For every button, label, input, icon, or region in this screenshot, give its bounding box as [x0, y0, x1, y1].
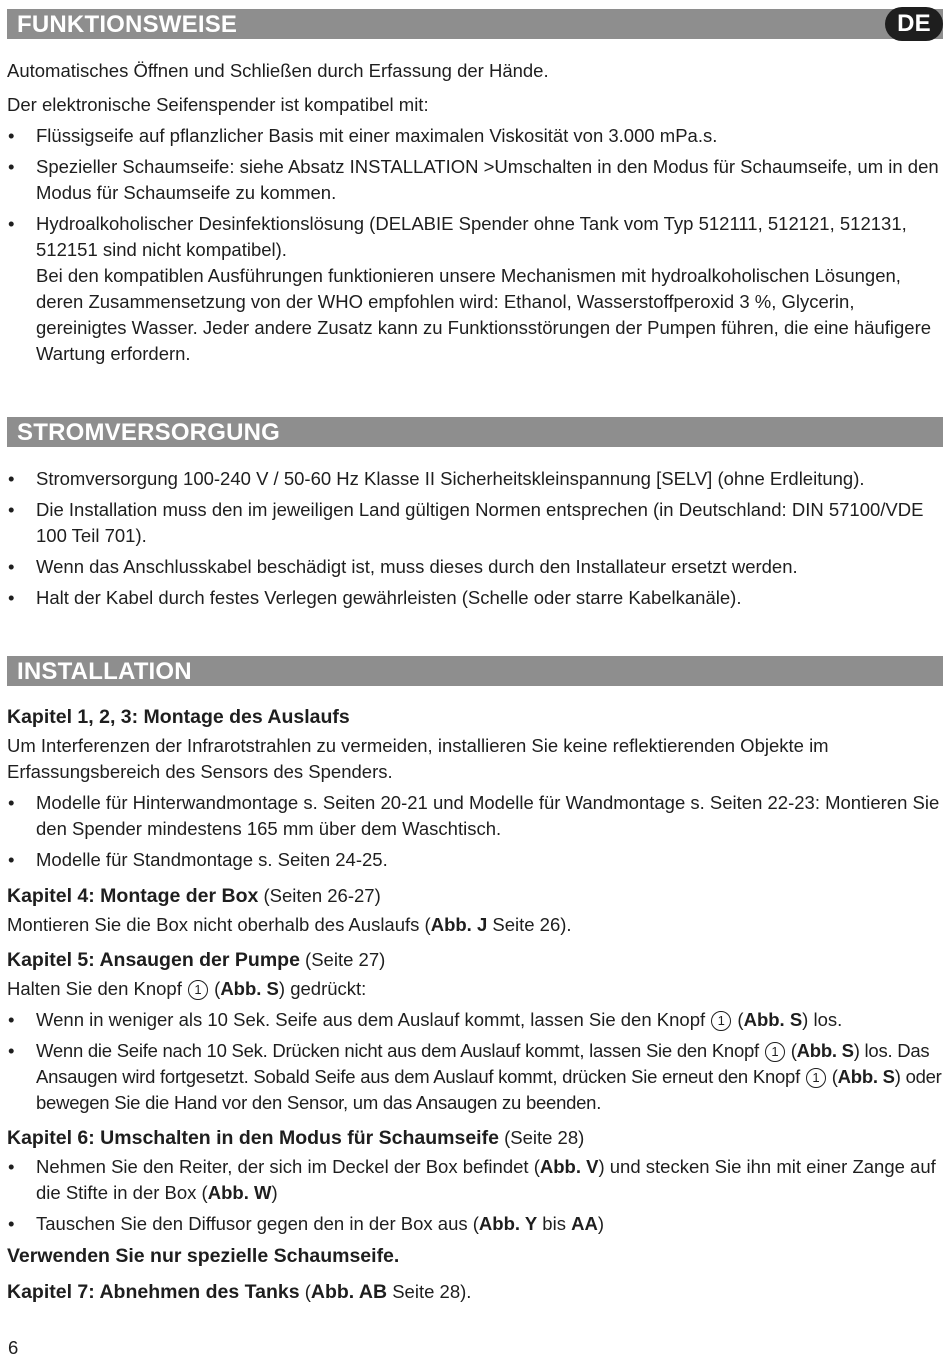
chapter-heading — [7, 1278, 943, 1306]
section-title: STROMVERSORGUNG — [17, 419, 281, 446]
text: Seite 28). — [387, 1281, 472, 1302]
section-header-installation — [7, 656, 943, 686]
knob-number-icon: 1 — [711, 1011, 731, 1031]
chapter-heading-text: Kapitel 6: Umschalten in den Modus für Schaumseife — [7, 1127, 499, 1149]
bullet-list — [7, 790, 943, 873]
page-number: 6 — [8, 1337, 19, 1358]
text: Wenn in weniger als 10 Sek. Seife aus dem Auslauf kommt, lassen Sie den Knopf — [36, 1009, 711, 1030]
figure-reference: Abb. AB — [310, 1281, 388, 1303]
text: ) los. — [802, 1009, 843, 1030]
list-item: • Die Installation muss den im jeweiligen Land gültigen Normen entsprechen (in Deutschland: DIN 57100/VDE 100 Teil 701). — [7, 497, 943, 549]
figure-reference: Abb. S — [220, 978, 279, 999]
list-item — [7, 1038, 943, 1116]
paragraph: Der elektronische Seifenspender ist kompatibel mit: — [7, 94, 429, 115]
figure-reference: Abb. S — [796, 1040, 854, 1061]
text: bis — [537, 1213, 572, 1234]
chapter-heading: Kapitel 1, 2, 3: Montage des Auslaufs — [7, 706, 350, 728]
chapter-heading-text: Kapitel 5: Ansaugen der Pumpe — [7, 949, 300, 971]
chapter-page-ref: (Seite 27) — [299, 949, 386, 970]
text: ( — [299, 1281, 311, 1302]
text: ( — [732, 1009, 744, 1030]
figure-reference: Abb. V — [539, 1156, 599, 1177]
figure-reference: Abb. S — [837, 1066, 895, 1087]
text: ( — [785, 1040, 797, 1061]
list-item: • Wenn das Anschlusskabel beschädigt ist, muss dieses durch den Installateur ersetzt werden. — [7, 554, 943, 580]
section-header-stromversorgung — [7, 417, 943, 447]
figure-reference: Abb. Y — [478, 1213, 538, 1234]
list-item-text: Hydroalkoholischer Desinfektionslösung (DELABIE Spender ohne Tank vom Typ 512111, 512121, 512131, 512151 sind nicht kompatibel). — [36, 213, 907, 260]
text: Montieren Sie die Box nicht oberhalb des Auslaufs ( — [7, 914, 431, 935]
text: ) gedrückt: — [278, 978, 367, 999]
chapter-heading-text: Kapitel 7: Abnehmen des Tanks — [7, 1281, 300, 1303]
list-item — [7, 1007, 943, 1033]
figure-reference: Abb. W — [207, 1182, 272, 1203]
section-title: FUNKTIONSWEISE — [17, 11, 238, 38]
paragraph: Automatisches Öffnen und Schließen durch Erfassung der Hände. — [7, 60, 549, 81]
paragraph: Um Interferenzen der Infrarotstrahlen zu vermeiden, installieren Sie keine reflektierenden Objekte im Erfassungsbereich des Sensors des Spenders. — [7, 735, 829, 782]
chapter-page-ref: (Seite 28) — [498, 1127, 585, 1148]
knob-number-icon: 1 — [765, 1042, 785, 1062]
bullet-list — [7, 466, 943, 611]
section-title: INSTALLATION — [17, 658, 192, 685]
figure-reference: AA — [571, 1213, 598, 1234]
list-item: • Flüssigseife auf pflanzlicher Basis mit einer maximalen Viskosität von 3.000 mPa.s. — [7, 123, 943, 149]
bullet-list — [7, 1007, 943, 1116]
knob-number-icon: 1 — [188, 980, 208, 1000]
figure-reference: Abb. J — [430, 914, 488, 935]
chapter-heading — [7, 1124, 943, 1152]
list-item — [7, 211, 943, 367]
chapter-heading-text: Kapitel 4: Montage der Box — [7, 885, 259, 907]
list-item — [7, 1211, 943, 1237]
language-badge: DE — [885, 7, 943, 41]
text: ( — [826, 1066, 838, 1087]
list-item-continuation: Bei den kompatiblen Ausführungen funktionieren unsere Mechanismen mit hydroalkoholischen Lösungen, deren Zusammensetzung von der WHO empfohlen wird: Ethanol, Wasserstoffperoxid 3 %, Glycerin, gereinigtes Wasser. Jeder andere Zusatz kann zu Funktionsstörungen der Pumpen führen, die eine häufigere Wartung erfordern. — [36, 265, 932, 364]
bullet-list — [7, 123, 943, 367]
text: Seite 26). — [487, 914, 572, 935]
list-item: • Halt der Kabel durch festes Verlegen gewährleisten (Schelle oder starre Kabelkanäle). — [7, 585, 943, 611]
list-item: • Modelle für Hinterwandmontage s. Seiten 20-21 und Modelle für Wandmontage s. Seiten 22-23: Montieren Sie den Spender mindestens 165 mm über dem Waschtisch. — [7, 790, 943, 842]
important-note: Verwenden Sie nur spezielle Schaumseife. — [7, 1245, 400, 1267]
text: Wenn die Seife nach 10 Sek. Drücken nicht aus dem Auslauf kommt, lassen Sie den Knopf — [36, 1040, 764, 1061]
chapter-heading — [7, 946, 943, 974]
figure-reference: Abb. S — [743, 1009, 803, 1030]
text: ) los. Das Ansaugen wird fortgesetzt. Sobald Seife aus dem Auslauf kommt, drücken Sie erneut den Knopf — [36, 1040, 930, 1087]
text: ) und stecken Sie ihn mit einer Zange auf die Stifte in der Box ( — [36, 1156, 936, 1203]
text: ( — [209, 978, 221, 999]
text: ) — [597, 1213, 605, 1234]
document-page — [7, 9, 943, 1306]
text: Tauschen Sie den Diffusor gegen den in der Box aus ( — [36, 1213, 479, 1234]
list-item: • Spezieller Schaumseife: siehe Absatz INSTALLATION >Umschalten in den Modus für Schaumseife, um in den Modus für Schaumseife zu kommen. — [7, 154, 943, 206]
text: Nehmen Sie den Reiter, der sich im Deckel der Box befindet ( — [36, 1156, 540, 1177]
list-item: • Modelle für Standmontage s. Seiten 24-25. — [7, 847, 943, 873]
text: ) oder bewegen Sie die Hand vor den Sensor, um das Ansaugen zu beenden. — [36, 1066, 942, 1113]
list-item: • Stromversorgung 100-240 V / 50-60 Hz Klasse II Sicherheitskleinspannung [SELV] (ohne Erdleitung). — [7, 466, 943, 492]
text: ) — [271, 1182, 278, 1203]
knob-number-icon: 1 — [806, 1068, 826, 1088]
paragraph — [7, 912, 943, 938]
chapter-page-ref: (Seiten 26-27) — [258, 885, 381, 906]
text: Halten Sie den Knopf — [7, 978, 187, 999]
paragraph — [7, 976, 943, 1002]
bullet-list — [7, 1154, 943, 1237]
chapter-heading — [7, 882, 943, 910]
section-header-funktionsweise — [7, 9, 943, 39]
list-item — [7, 1154, 943, 1206]
